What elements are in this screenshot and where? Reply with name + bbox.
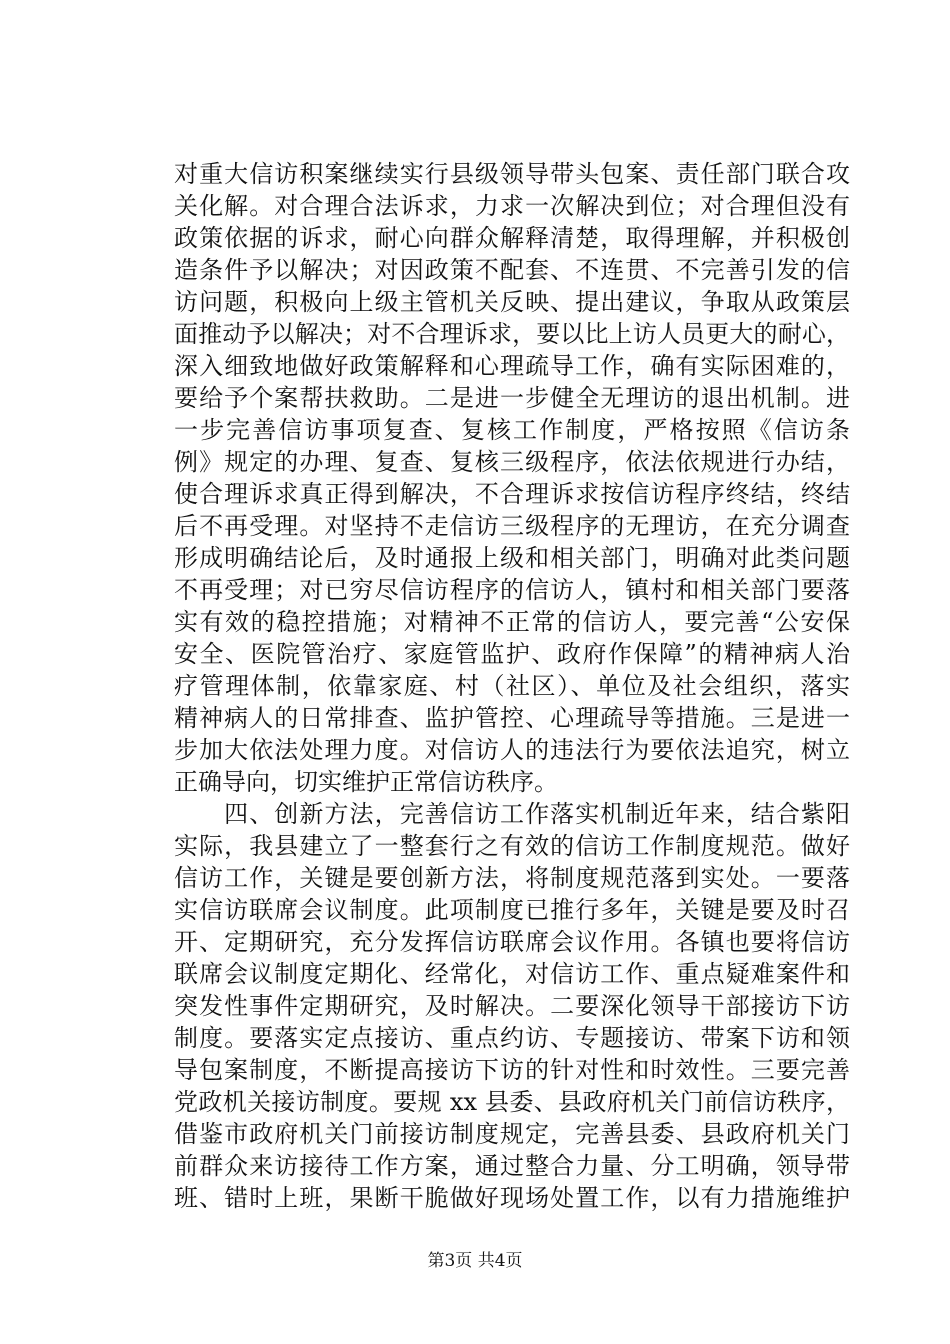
text-line: 前群众来访接待工作方案，通过整合力量、分工明确，领导带 (174, 1152, 850, 1180)
text-line: 安全、医院管治疗、家庭管监护、政府作保障”的精神病人治 (174, 640, 850, 668)
text-line: 开、定期研究，充分发挥信访联席会议作用。各镇也要将信访 (174, 928, 850, 956)
text-line: 不再受理；对已穷尽信访程序的信访人，镇村和相关部门要落 (174, 576, 850, 604)
text-line: 制度。要落实定点接访、重点约访、专题接访、带案下访和领 (174, 1024, 850, 1052)
text-line: 步加大依法处理力度。对信访人的违法行为要依法追究，树立 (174, 736, 850, 764)
text-line: 四、创新方法，完善信访工作落实机制近年来，结合紫阳 (174, 800, 850, 828)
text-line: 面推动予以解决；对不合理诉求，要以比上访人员更大的耐心， (174, 320, 850, 348)
text-line: 访问题，积极向上级主管机关反映、提出建议，争取从政策层 (174, 288, 850, 316)
text-line: 实际，我县建立了一整套行之有效的信访工作制度规范。做好 (174, 832, 850, 860)
text-line: 例》规定的办理、复查、复核三级程序，依法依规进行办结， (174, 448, 850, 476)
text-line: 实信访联席会议制度。此项制度已推行多年，关键是要及时召 (174, 896, 850, 924)
text-line: 实有效的稳控措施；对精神不正常的信访人，要完善“公安保 (174, 608, 850, 636)
text-line: 突发性事件定期研究，及时解决。二要深化领导干部接访下访 (174, 992, 850, 1020)
text-line: 一步完善信访事项复查、复核工作制度，严格按照《信访条 (174, 416, 850, 444)
text-line: 对重大信访积案继续实行县级领导带头包案、责任部门联合攻 (174, 160, 850, 188)
text-line: 深入细致地做好政策解释和心理疏导工作，确有实际困难的， (174, 352, 850, 380)
text-line: 联席会议制度定期化、经常化，对信访工作、重点疑难案件和 (174, 960, 850, 988)
text-line: 精神病人的日常排查、监护管控、心理疏导等措施。三是进一 (174, 704, 850, 732)
text-line: 造条件予以解决；对因政策不配套、不连贯、不完善引发的信 (174, 256, 850, 284)
text-line: 使合理诉求真正得到解决，不合理诉求按信访程序终结，终结 (174, 480, 850, 508)
text-line: 疗管理体制，依靠家庭、村（社区）、单位及社会组织，落实 (174, 672, 850, 700)
text-line: 信访工作，关键是要创新方法，将制度规范落到实处。一要落 (174, 864, 850, 892)
page-footer: 第3页 共4页 (427, 1251, 523, 1271)
text-line: 党政机关接访制度。要规 xx 县委、县政府机关门前信访秩序， (174, 1088, 850, 1116)
text-line: 借鉴市政府机关门前接访制度规定，完善县委、县政府机关门 (174, 1120, 850, 1148)
text-line: 正确导向，切实维护正常信访秩序。 (174, 768, 558, 796)
text-line: 导包案制度，不断提高接访下访的针对性和时效性。三要完善 (174, 1056, 850, 1084)
text-line: 班、错时上班，果断干脆做好现场处置工作，以有力措施维护 (174, 1184, 850, 1212)
text-line: 后不再受理。对坚持不走信访三级程序的无理访，在充分调查 (174, 512, 850, 540)
text-line: 要给予个案帮扶救助。二是进一步健全无理访的退出机制。进 (174, 384, 850, 412)
body-text (174, 158, 850, 1214)
text-line: 关化解。对合理合法诉求，力求一次解决到位；对合理但没有 (174, 192, 850, 220)
text-line: 形成明确结论后，及时通报上级和相关部门，明确对此类问题 (174, 544, 850, 572)
text-line: 政策依据的诉求，耐心向群众解释清楚，取得理解，并积极创 (174, 224, 850, 252)
